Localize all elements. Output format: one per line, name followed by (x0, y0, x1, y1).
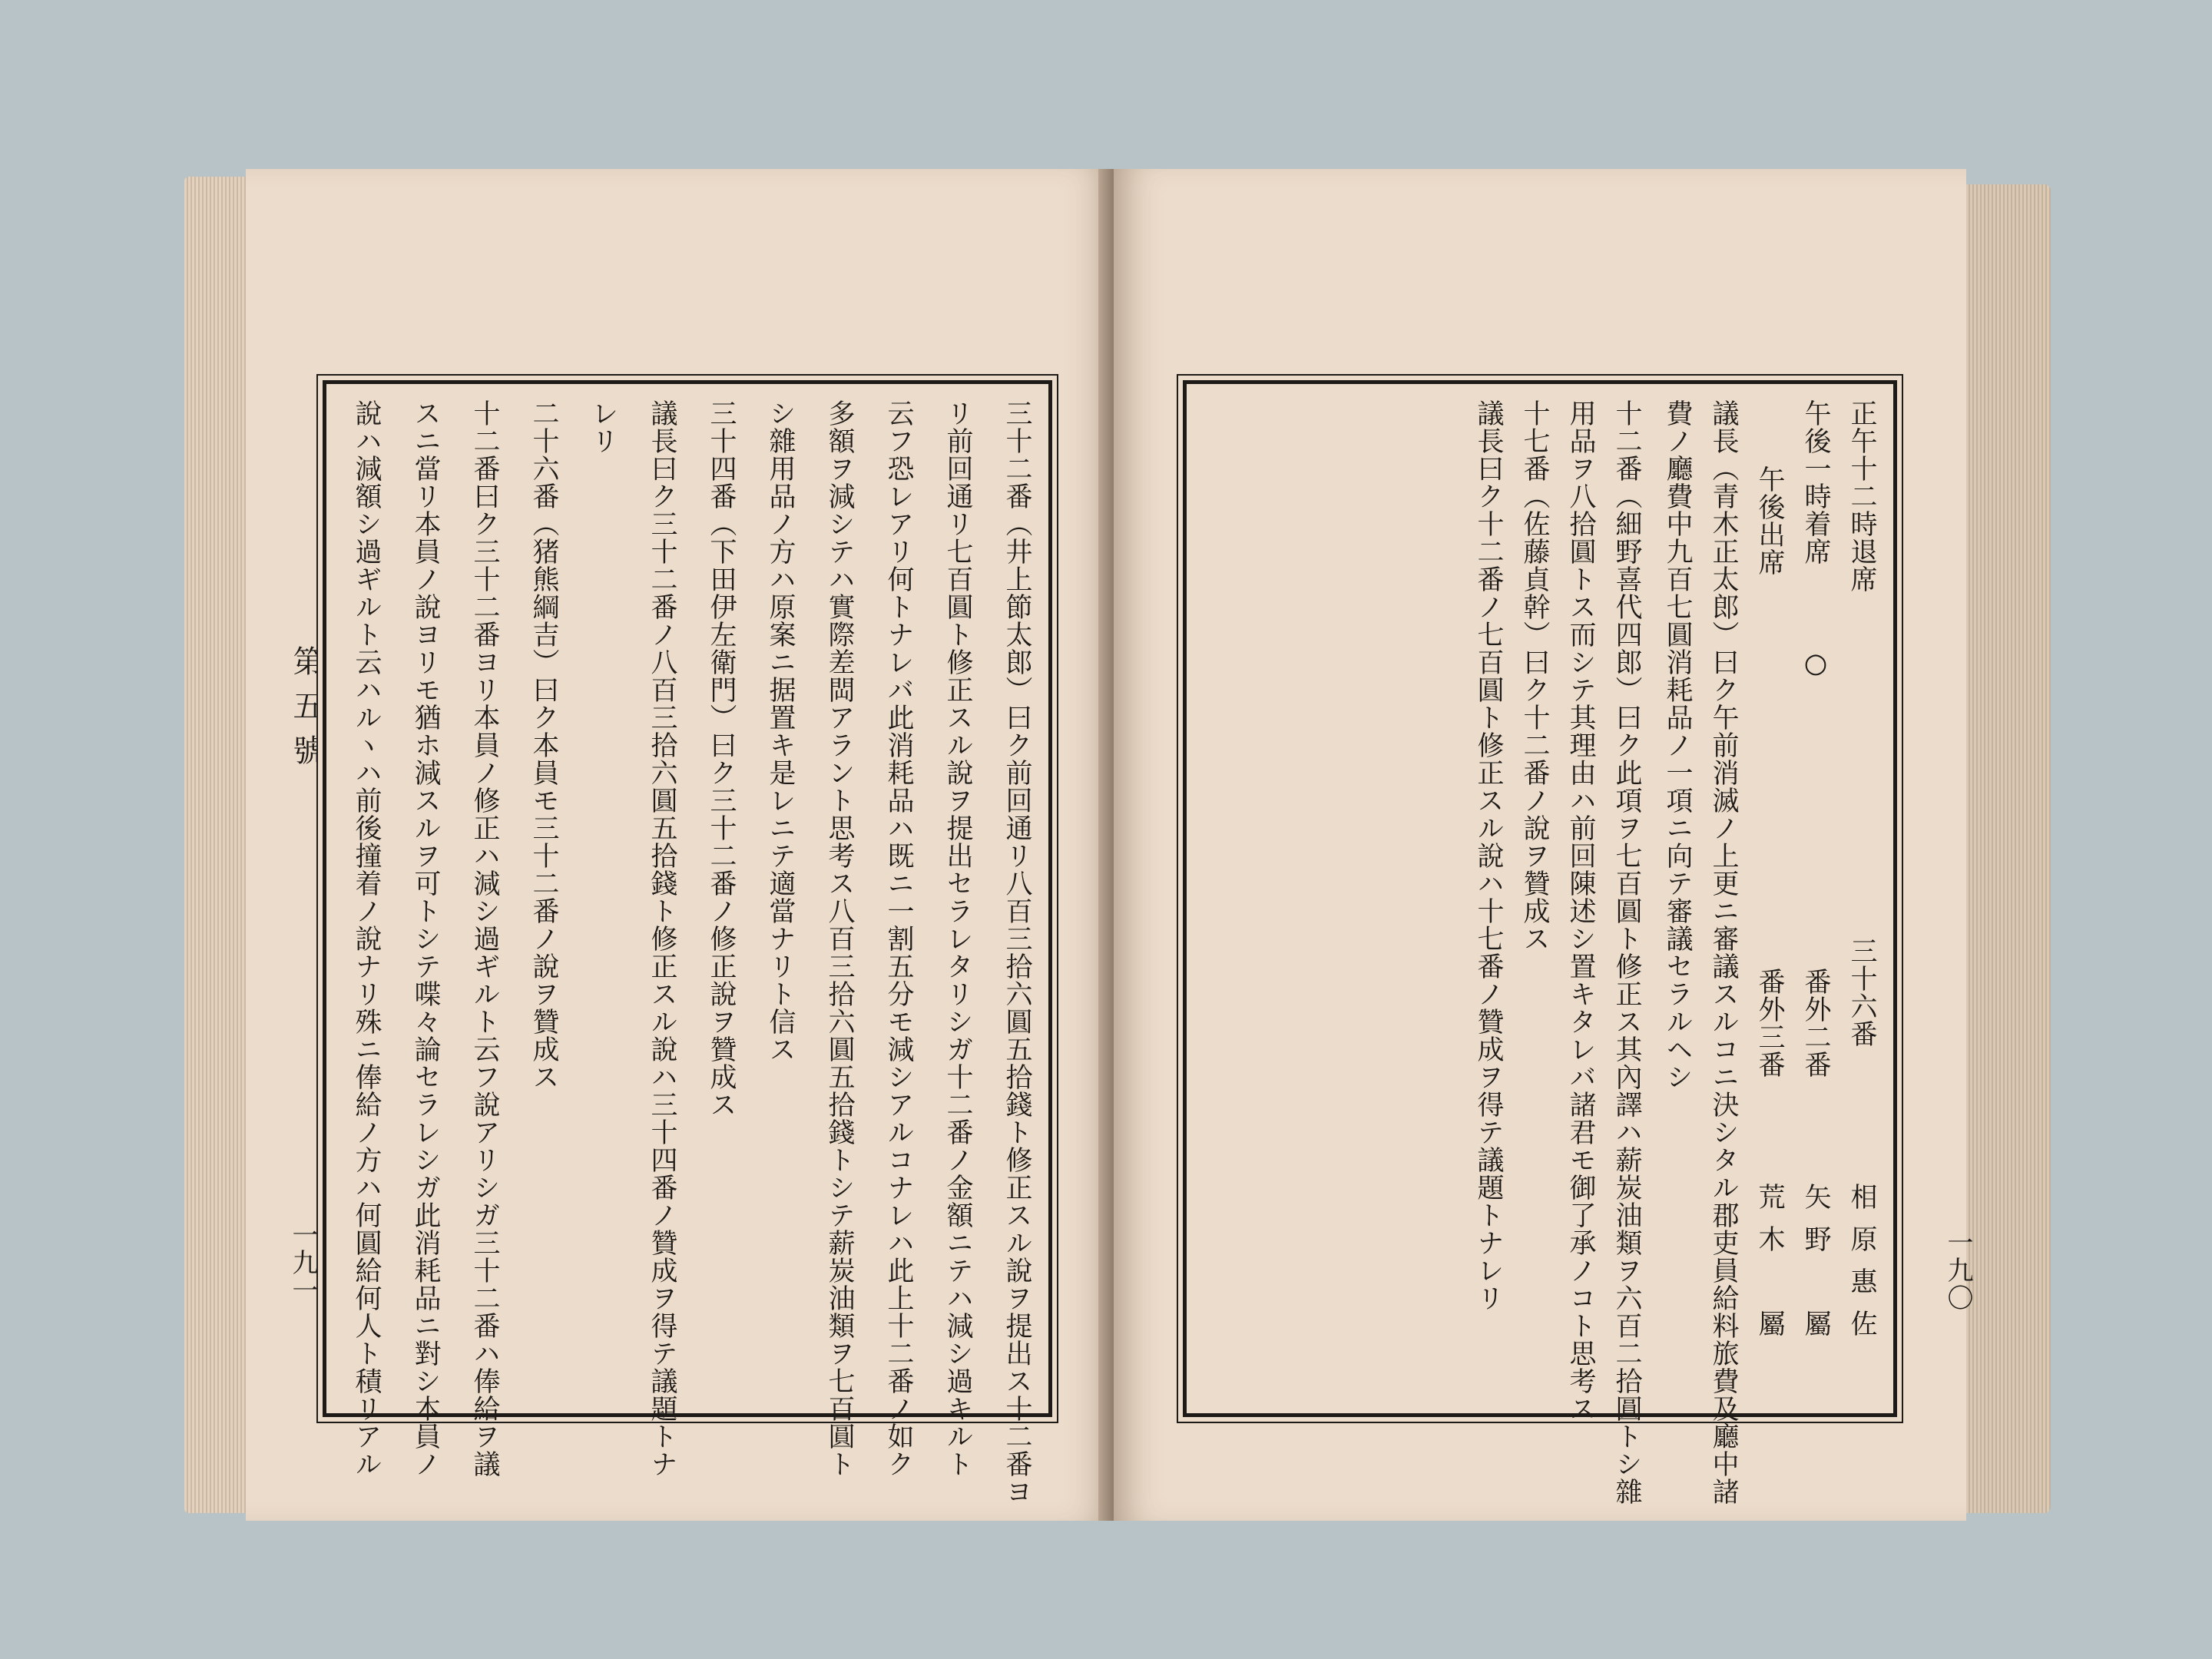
text-column: 十二番（細野喜代四郎）曰ク此項ヲ七百圓ト修正ス其內譯ハ薪炭油類ヲ六百二拾圓トシ雜 (1611, 399, 1642, 1505)
text-column: 用品ヲ八拾圓トス而シテ其理由ハ前回陳述シ置キタレバ諸君モ御了承ノコト思考ス (1565, 399, 1596, 1422)
page-edge-left (184, 177, 253, 1513)
left-page-number: 一九一 (287, 1221, 318, 1304)
left-page (246, 169, 1114, 1521)
text-column: 十七番（佐藤貞幹）曰ク十二番ノ說ヲ贊成ス (1519, 399, 1550, 952)
text-column: 云フ恐レアリ何トナレバ此消耗品ハ既ニ一割五分モ減シアルコナレハ此上十二番ノ如ク (883, 399, 914, 1478)
text-column: 多額ヲ減シテハ實際差閊アラント思考ス八百三拾六圓五拾錢トシテ薪炭油類ヲ七百圓ト (824, 399, 855, 1478)
attendee-seat: 三十六番 (1846, 937, 1877, 1048)
text-column: リ前回通リ七百圓ト修正スル說ヲ提出セラレタリシガ十二番ノ金額ニテハ減シ過キルト (942, 399, 973, 1478)
page-edge-right (1966, 184, 2051, 1513)
text-column: レリ (588, 399, 618, 455)
right-text-frame (1183, 380, 1897, 1505)
text-column: スニ當リ本員ノ說ヨリモ猶ホ減スルヲ可トシテ喋々論セラレシガ此消耗品ニ對シ本員ノ (410, 399, 441, 1478)
text-column: 正午十二時退席 (1846, 399, 1877, 593)
text-column: シ雜用品ノ方ハ原案ニ据置キ是レニテ適當ナリト信ス (765, 399, 796, 1063)
text-column: 費ノ廳費中九百七圓消耗品ノ一項ニ向テ審議セラルヘシ (1662, 399, 1693, 1091)
text-column: 午後一時着席 ○ (1800, 399, 1831, 680)
text-column: 議長（青木正太郎）曰ク午前消滅ノ上更ニ審議スルコニ決シタル郡吏員給料旅費及廳中諸 (1708, 399, 1739, 1505)
attendee-name: 矢野 屬 (1800, 1183, 1831, 1352)
attendee-name: 相原惠佐 (1846, 1183, 1877, 1352)
left-text-frame (323, 380, 1052, 1505)
right-page-number: 一九〇 (1942, 1229, 1973, 1312)
attendee-name: 荒木 屬 (1754, 1183, 1785, 1352)
text-column: 三十二番（井上節太郎）曰ク前回通リ八百三拾六圓五拾錢ト修正スル說ヲ提出ス十二番ヨ (1002, 399, 1032, 1505)
issue-mark: 第五號 (288, 645, 323, 779)
text-column: 二十六番（猪熊綱吉）曰ク本員モ三十二番ノ說ヲ贊成ス (528, 399, 559, 1091)
right-page (1114, 169, 1973, 1521)
text-column: 十二番曰ク三十二番ヨリ本員ノ修正ハ減シ過ギルト云フ說アリシガ三十二番ハ俸給ヲ議 (469, 399, 500, 1478)
text-column: 議長曰ク十二番ノ七百圓ト修正スル說ハ十七番ノ贊成ヲ得テ議題トナレリ (1473, 399, 1504, 1312)
text-column: 午後出席 (1754, 438, 1785, 576)
open-book (184, 154, 2051, 1528)
attendee-seat: 番外二番 (1800, 968, 1831, 1078)
text-column: 三十四番（下田伊左衛門）曰ク三十二番ノ修正說ヲ贊成ス (706, 399, 737, 1118)
text-column: 說ハ減額シ過ギルト云ハルヽハ前後撞着ノ說ナリ殊ニ俸給ノ方ハ何圓給何人ト積リアル (351, 399, 382, 1478)
text-column: 議長曰ク三十二番ノ八百三拾六圓五拾錢ト修正スル說ハ三十四番ノ贊成ヲ得テ議題トナ (647, 399, 677, 1478)
attendee-seat: 番外三番 (1754, 968, 1785, 1078)
